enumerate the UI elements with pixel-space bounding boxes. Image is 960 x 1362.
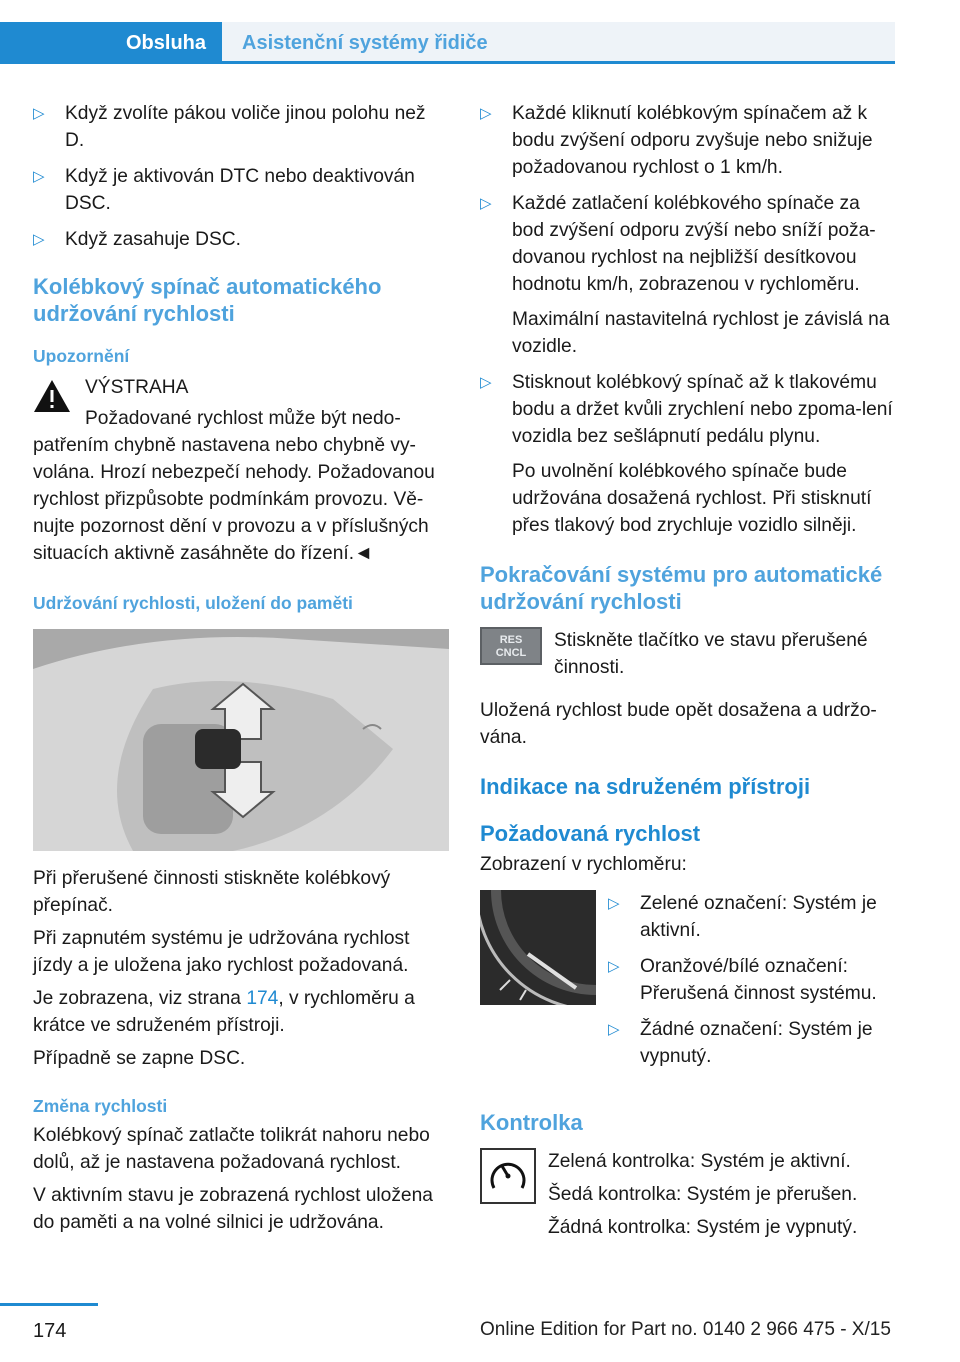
speedometer-label: Zobrazení v rychloměru:: [480, 854, 687, 875]
heading-indicator-lamp: Kontrolka: [480, 1110, 583, 1135]
paragraph: Uložená rychlost bude opět dosažena a udržo-vána.: [480, 700, 877, 748]
text: Stisknout kolébkový spínač až k tlakovému bodu a držet kvůli zrychlení nebo zpoma-lení vozidla bez sešlápnutí pedálu plynu.: [512, 372, 893, 447]
speedometer-image: [480, 890, 596, 1005]
speedometer-section: [480, 890, 896, 1079]
heading-desired-speed: Požadovaná rychlost: [480, 821, 701, 846]
lamp-descriptions: [548, 1148, 857, 1241]
list-item: ▷ Když zvolíte pákou voliče jinou polohu než D.: [33, 100, 449, 154]
lamp-section: [480, 1148, 896, 1241]
list-item: [480, 369, 896, 539]
list-item: ▷ Žádné označení: Systém je vypnutý.: [608, 1016, 894, 1070]
res-cncl-button-icon: [480, 627, 542, 665]
right-column: [480, 100, 896, 1241]
page-link[interactable]: 174: [246, 988, 279, 1009]
header-tabs: [0, 22, 895, 64]
res-label: RES: [499, 634, 523, 646]
page-number: 174: [33, 1320, 67, 1342]
warning-text: Požadované rychlost může být nedo-patřením chybně nastavena nebo chybně vy-volána. Hrozí nebezpečí nehody. Požadovanou rychlost přizpůsobte podmínkám provozu. Vě-nujte pozornost dění v provozu a v příslušných situacích aktivně zasáhněte do řízení.◄: [33, 408, 435, 564]
tab-obsluha[interactable]: Obsluha: [0, 22, 222, 64]
tab-underline: [222, 61, 895, 64]
cncl-label: CNCL: [495, 647, 527, 659]
sub-paragraph: Maximální nastavitelná rychlost je závislá na vozidle.: [512, 309, 890, 357]
paragraph: Kolébkový spínač zatlačte tolikrát nahoru nebo dolů, až je nastavena požadovaná rychlost.: [33, 1125, 430, 1173]
paragraph: Případně se zapne DSC.: [33, 1048, 246, 1069]
paragraph: Při zapnutém systému je udržována rychlost jízdy a je uložena jako rychlost požadovaná.: [33, 928, 410, 976]
heading-rocker-switch: Kolébkový spínač automatického udržování rychlosti: [33, 274, 382, 326]
paragraph: Při přerušené činnosti stiskněte kolébkový přepínač.: [33, 868, 391, 916]
warning-triangle-icon: [33, 379, 71, 413]
heading-notice: Upozornění: [33, 346, 130, 366]
list-item: ▷ Zelené označení: Systém je aktivní.: [608, 890, 894, 944]
lamp-line: Zelená kontrolka: Systém je aktivní.: [548, 1151, 851, 1172]
gauge-icon: [482, 1150, 534, 1202]
paragraph: V aktivním stavu je zobrazená rychlost uložena do paměti a na volné silnici je udržována.: [33, 1185, 433, 1233]
deactivation-list: [33, 100, 449, 253]
footer-rule: [0, 1303, 98, 1306]
heading-instrument-display: Indikace na sdruženém přístroji: [480, 774, 811, 799]
res-description: Stiskněte tlačítko ve stavu přerušené činnosti.: [554, 630, 868, 678]
lamp-line: Žádná kontrolka: Systém je vypnutý.: [548, 1217, 858, 1238]
paragraph-page-reference: [33, 985, 449, 1039]
cruise-control-lamp-icon: [480, 1148, 536, 1204]
heading-continue-system: Pokračování systému pro automatické udržování rychlosti: [480, 562, 883, 614]
list-item: ▷ Když je aktivován DTC nebo deaktivován DSC.: [33, 163, 449, 217]
text: Každé zatlačení kolébkového spínače za bod zvýšení odporu zvýší nebo sníží poža-dovanou rychlost na nejbližší desítkovou hodnotu km/h, zobrazenou v rychloměru.: [512, 193, 876, 295]
heading-store-speed: Udržování rychlosti, uložení do paměti: [33, 593, 353, 613]
steering-wheel-rocker-image: [33, 629, 449, 851]
list-item: [480, 100, 896, 181]
text: Každé kliknutí kolébkovým spínačem až k bodu zvýšení odporu zvyšuje nebo snižuje požadovanou rychlost o 1 km/h.: [512, 103, 873, 178]
lamp-line: Šedá kontrolka: Systém je přerušen.: [548, 1184, 858, 1205]
steering-wheel-illustration: [33, 629, 449, 851]
rocker-behaviour-list: [480, 100, 896, 539]
speedometer-illustration: [480, 890, 596, 1005]
text: Je zobrazena, viz strana: [33, 988, 247, 1009]
left-column: [33, 100, 449, 1236]
list-item: ▷ Když zasahuje DSC.: [33, 226, 449, 253]
sub-paragraph: Po uvolnění kolébkového spínače bude udržována dosažená rychlost. Při stisknutí přes tlakový bod zrychluje vozidlo silněji.: [512, 461, 872, 536]
list-item: [480, 190, 896, 360]
marking-list: [608, 890, 894, 1079]
heading-change-speed: Změna rychlosti: [33, 1096, 168, 1116]
tab-section-title[interactable]: Asistenční systémy řidiče: [222, 22, 895, 64]
list-item: ▷ Oranžové/bílé označení: Přerušená činnost systému.: [608, 953, 894, 1007]
res-cncl-row: [480, 627, 896, 681]
text: , v rychloměru a krátce ve sdruženém přístroji.: [33, 988, 415, 1036]
warning-title: VÝSTRAHA: [85, 377, 189, 398]
edition-note: Online Edition for Part no. 0140 2 966 475 - X/15: [480, 1319, 891, 1340]
warning-block: [33, 374, 449, 567]
